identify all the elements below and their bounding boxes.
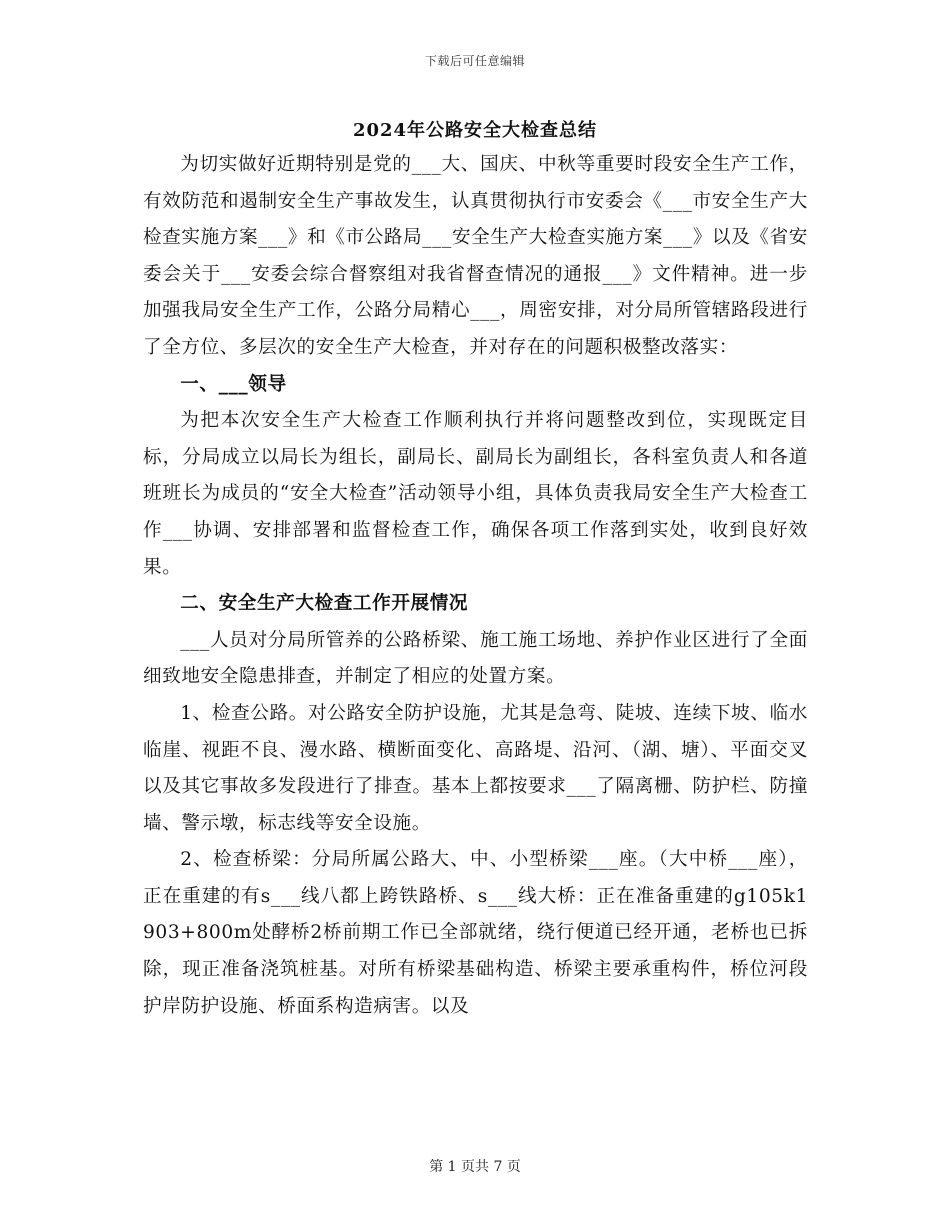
bridge-inspection-paragraph: 2、检查桥梁：分局所属公路大、中、小型桥梁___座。（大中桥___座），正在重建的有s___线八都上跨铁路桥、s___线大桥：正在准备重建的g105k1903+800m处酵桥2桥前期工作已全部就绪，绕行便道已经开通，老桥也已拆除，现正准备浇筑桩基。对所有桥梁基础构造、桥梁主要承重构件，桥位河段护岸防护设施、桥面系构造病害。以及 bbox=[143, 849, 808, 1017]
document-body bbox=[143, 147, 808, 1025]
section-heading-inspection: 二、安全生产大检查工作开展情况 bbox=[180, 593, 469, 615]
inspection-paragraph: ___人员对分局所管养的公路桥梁、施工施工场地、养护作业区进行了全面细致地安全隐患排查，并制定了相应的处置方案。 bbox=[143, 629, 808, 688]
document-title: 2024年公路安全大检查总结 bbox=[352, 120, 598, 141]
section-heading-leadership: 一、___领导 bbox=[180, 373, 287, 395]
intro-paragraph: 为切实做好近期特别是党的___大、国庆、中秋等重要时段安全生产工作，有效防范和遏制安全生产事故发生，认真贯彻执行市安委会《___市安全生产大检查实施方案___》和《市公路局___安全生产大检查实施方案___》以及《省安委会关于___安委会综合督察组对我省督查情况的通报___》文件精神。进一步加强我局安全生产工作，公路分局精心___，周密安排，对分局所管辖路段进行了全方位、多层次的安全生产大检查，并对存在的问题积极整改落实： bbox=[143, 154, 808, 358]
page-footer: 第 1 页共 7 页 bbox=[429, 1159, 521, 1175]
road-inspection-paragraph: 1、检查公路。对公路安全防护设施，尤其是急弯、陡坡、连续下坡、临水临崖、视距不良、漫水路、横断面变化、高路堤、沿河、（湖、塘）、平面交叉以及其它事故多发段进行了排查。基本上都按要求___了隔离栅、防护栏、防撞墙、警示墩，标志线等安全设施。 bbox=[143, 702, 808, 834]
header-note: 下载后可任意编辑 bbox=[424, 54, 525, 68]
leadership-paragraph: 为把本次安全生产大检查工作顺利执行并将问题整改到位，实现既定目标，分局成立以局长为组长，副局长、副局长为副组长，各科室负责人和各道班班长为成员的“安全大检查”活动领导小组，具体负责我局安全生产大检查工作___协调、安排部署和监督检查工作，确保各项工作落到实处，收到良好效果。 bbox=[143, 410, 808, 578]
